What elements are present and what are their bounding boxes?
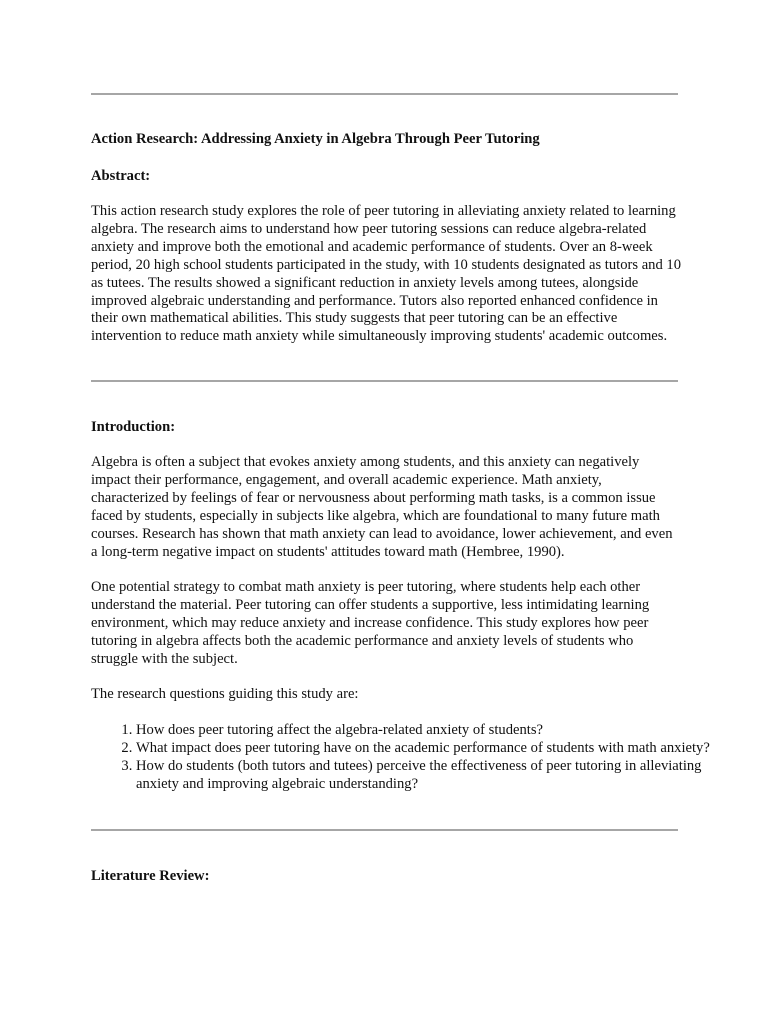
horizontal-rule (91, 93, 678, 95)
list-item: 1. How does peer tutoring affect the algebra-related anxiety of students? (136, 722, 723, 740)
introduction-paragraph-2: One potential strategy to combat math anxiety is peer tutoring, where students help each other understand the material. Peer tutoring can offer students a supportive, less intimidating learning environment, which may reduce anxiety and increase confidence. This study explores how peer tutoring in algebra affects both the academic performance and anxiety levels of students who struggle with the subject. (91, 579, 650, 667)
introduction-heading: Introduction: (91, 419, 176, 435)
introduction-paragraph-3: The research questions guiding this study are: (91, 686, 359, 702)
list-item: 3. How do students (both tutors and tutees) perceive the effectiveness of peer tutoring in alleviating anxiety and improving algebraic understanding? (136, 758, 723, 794)
research-questions-list (91, 722, 723, 794)
abstract-heading: Abstract: (91, 168, 151, 184)
abstract-paragraph: This action research study explores the role of peer tutoring in alleviating anxiety related to learning algebra. The research aims to understand how peer tutoring sessions can reduce algebra-related anxiety and improve both the emotional and academic performance of students. Over an 8-week period, 20 high school students participated in the study, with 10 students designated as tutors and 10 as tutees. The results showed a significant reduction in anxiety levels among tutees, alongside improved algebraic understanding and performance. Tutors also reported enhanced confidence in their own mathematical abilities. This study suggests that peer tutoring can be an effective intervention to reduce math anxiety while simultaneously improving students' academic outcomes. (91, 203, 682, 345)
introduction-paragraph-1: Algebra is often a subject that evokes anxiety among students, and this anxiety can negatively impact their performance, engagement, and overall academic experience. Math anxiety, characterized by feelings of fear or nervousness about performing math tasks, is a common issue faced by students, especially in subjects like algebra, which are foundational to many future math courses. Research has shown that math anxiety can lead to avoidance, lower achievement, and even a long-term negative impact on students' attitudes toward math (Hembree, 1990). (91, 454, 673, 560)
horizontal-rule (91, 380, 678, 382)
literature-review-heading: Literature Review: (91, 868, 210, 884)
list-item: 2. What impact does peer tutoring have on the academic performance of students with math anxiety? (136, 740, 723, 758)
document-title: Action Research: Addressing Anxiety in Algebra Through Peer Tutoring (91, 131, 540, 147)
horizontal-rule (91, 829, 678, 831)
